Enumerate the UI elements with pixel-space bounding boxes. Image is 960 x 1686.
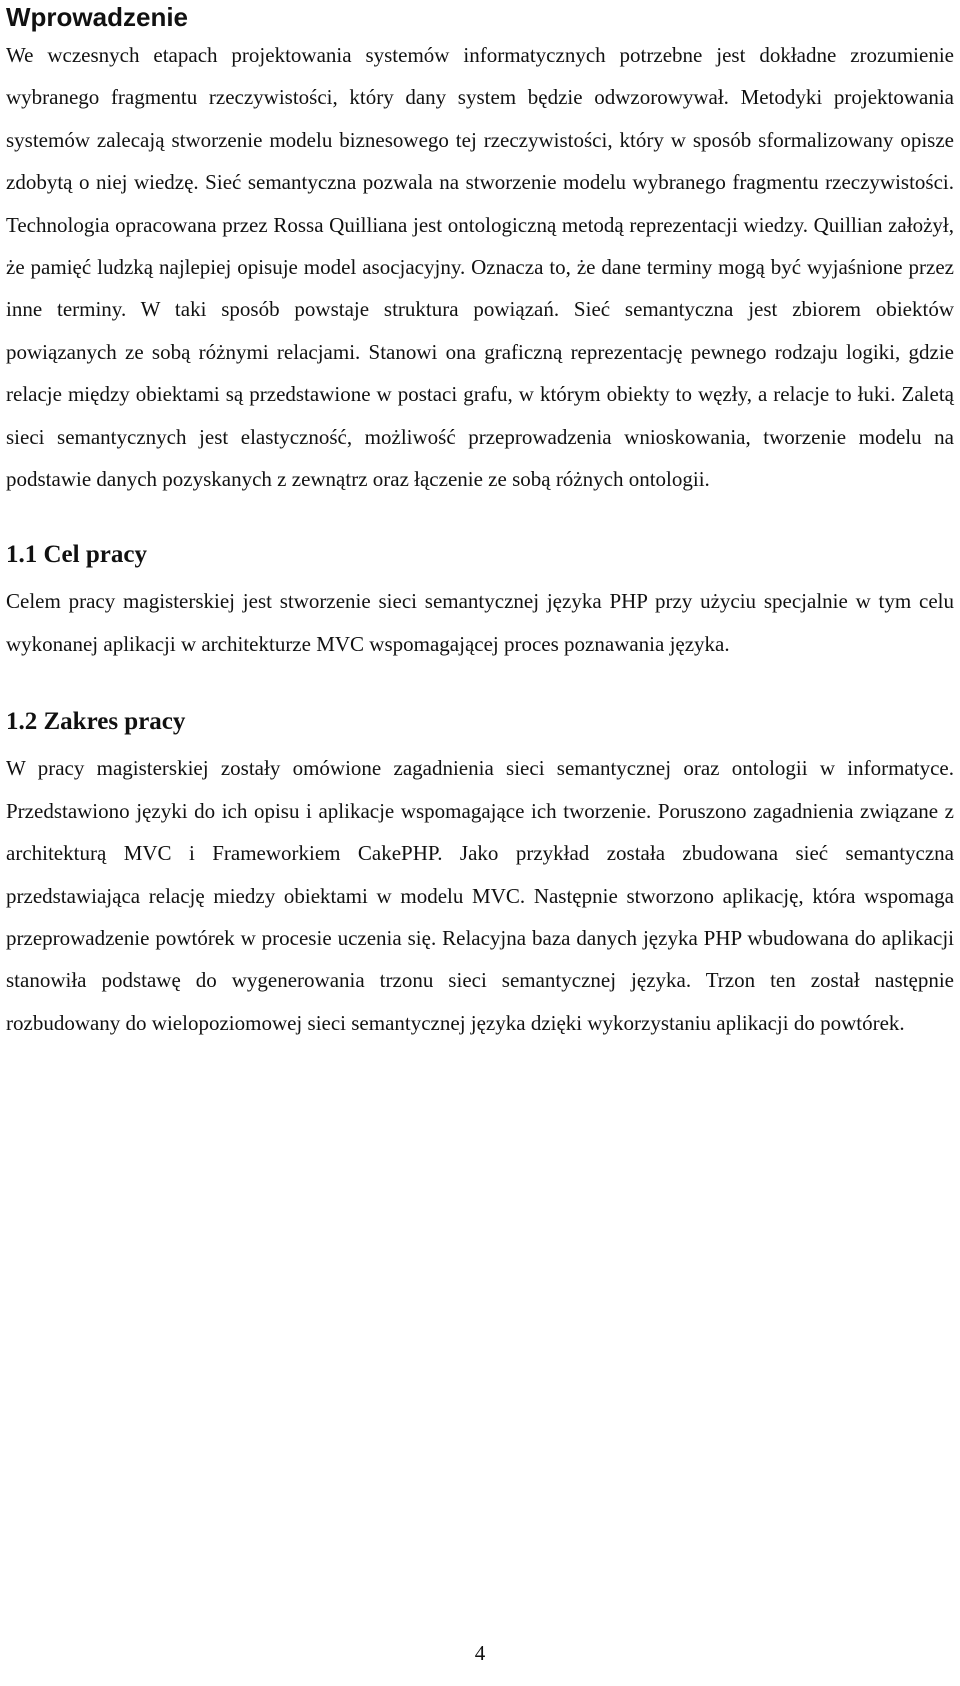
section-heading-intro: Wprowadzenie	[6, 2, 189, 32]
paragraph-intro: We wczesnych etapach projektowania systemów informatycznych potrzebne jest dokładne zrozumienie wybranego fragmentu rzeczywistości, który dany system będzie odwzorowywał. Metodyki projektowania systemów zalecają stworzenie modelu biznesowego tej rzeczywistości, który w sposób sformalizowany opisze zdobytą o niej wiedzę. Sieć semantyczna pozwala na stworzenie modelu wybranego fragmentu rzeczywistości. Technologia opracowana przez Rossa Quilliana jest ontologiczną metodą reprezentacji wiedzy. Quillian założył, że pamięć ludzką najlepiej opisuje model asocjacyjny. Oznacza to, że dane terminy mogą być wyjaśnione przez inne terminy. W taki sposób powstaje struktura powiązań. Sieć semantyczna jest zbiorem obiektów powiązanych ze sobą różnymi relacjami. Stanowi ona graficzną reprezentację pewnego rodzaju logiki, gdzie relacje między obiektami są przedstawione w postaci grafu, w którym obiekty to węzły, a relacje to łuki. Zaletą sieci semantycznych jest elastyczność, możliwość przeprowadzenia wnioskowania, tworzenie modelu na podstawie danych pozyskanych z zewnątrz oraz łączenie ze sobą różnych ontologii.	[6, 43, 954, 492]
page-number: 4	[474, 1641, 486, 1665]
document-page	[6, 0, 954, 1044]
paragraph-cel-pracy: Celem pracy magisterskiej jest stworzenie sieci semantycznej języka PHP przy użyciu specjalnie w tym celu wykonanej aplikacji w architekturze MVC wspomagającej proces poznawania języka.	[6, 589, 954, 656]
paragraph-zakres-pracy: W pracy magisterskiej zostały omówione zagadnienia sieci semantycznej oraz ontologii w informatyce. Przedstawiono języki do ich opisu i aplikacje wspomagające ich tworzenie. Poruszono zagadnienia związane z architekturą MVC i Frameworkiem CakePHP. Jako przykład została zbudowana sieć semantyczna przedstawiająca relację miedzy obiektami w modelu MVC. Następnie stworzono aplikację, która wspomaga przeprowadzenie powtórek w procesie uczenia się. Relacyjna baza danych języka PHP wbudowana do aplikacji stanowiła podstawę do wygenerowania trzonu sieci semantycznej języka. Trzon ten został następnie rozbudowany do wielopoziomowej sieci semantycznej języka dzięki wykorzystaniu aplikacji do powtórek.	[6, 756, 954, 1035]
section-heading-cel-pracy: 1.1 Cel pracy	[6, 541, 147, 569]
section-heading-zakres-pracy: 1.2 Zakres pracy	[6, 708, 186, 736]
